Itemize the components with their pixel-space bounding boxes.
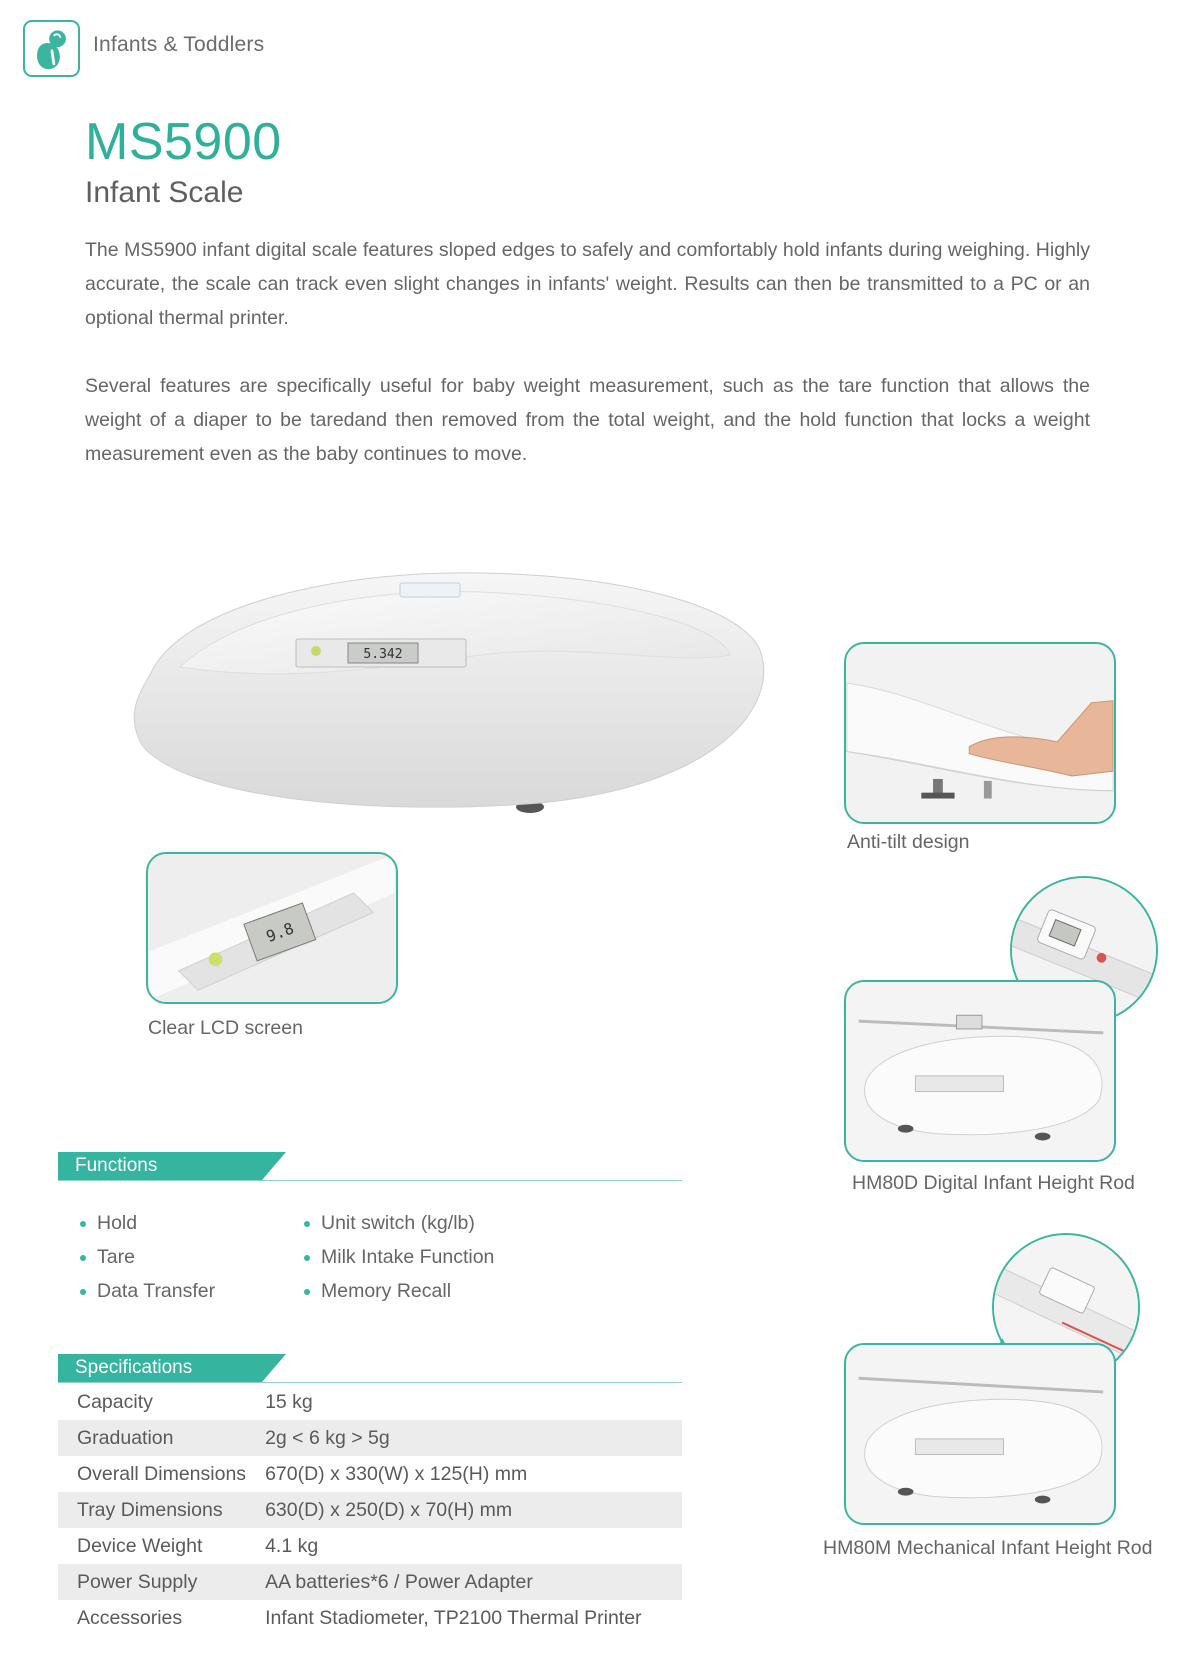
table-row [58,1420,682,1456]
spec-label: Tray Dimensions [58,1492,246,1528]
specifications-table [58,1384,682,1636]
spec-label: Accessories [77,1606,183,1629]
table-row [58,1456,682,1492]
spec-label: Power Supply [58,1564,246,1600]
spec-label: Overall Dimensions [77,1462,247,1485]
table-row [58,1564,682,1600]
spec-value: 2g < 6 kg > 5g [246,1420,682,1456]
functions-list [80,1206,215,1308]
spec-label: Device Weight [77,1534,203,1557]
spec-value: 670(D) x 330(W) x 125(H) mm [265,1462,528,1485]
feature-caption: Clear LCD screen [148,1017,303,1039]
list-item: Data Transfer [80,1274,215,1308]
list-item: Memory Recall [304,1274,494,1308]
spec-label: Graduation [58,1420,246,1456]
lcd-screen-photo [146,852,398,1004]
hm80m-photo [844,1343,1116,1525]
list-item: Milk Intake Function [304,1240,494,1274]
hm80d-photo [844,980,1116,1162]
table-row [58,1528,682,1564]
baby-icon [23,20,80,77]
feature-caption: Anti-tilt design [847,831,970,853]
functions-header [58,1152,682,1182]
spec-label: Capacity [77,1390,153,1413]
section-title: Functions [58,1152,262,1180]
infant-scale-image [120,555,790,885]
spec-value: Infant Stadiometer, TP2100 Thermal Printer [265,1606,642,1629]
product-name: Infant Scale [85,176,244,209]
spec-value: AA batteries*6 / Power Adapter [246,1564,682,1600]
functions-list [304,1206,494,1308]
spec-value: 630(D) x 250(D) x 70(H) mm [246,1492,682,1528]
description-paragraph: The MS5900 infant digital scale features sloped edges to safely and comfortably hold infants during weighing. Highly accurate, the scale can track even slight changes in infants' weight. Results can then be transmitted to a PC or an optional thermal printer. [85,239,1090,329]
table-row [58,1384,682,1420]
lcd-closeup-reading: 9.8 [263,919,297,946]
spec-value: 4.1 kg [265,1534,319,1557]
table-row [58,1600,682,1636]
main-lcd-reading: 5.342 [363,647,403,662]
category-label: Infants & Toddlers [93,33,265,56]
specifications-header [58,1354,682,1384]
spec-value: 15 kg [265,1390,313,1413]
feature-caption: HM80D Digital Infant Height Rod [852,1172,1135,1194]
section-title: Specifications [58,1354,262,1382]
table-row [58,1492,682,1528]
divider [58,1382,682,1383]
anti-tilt-photo [844,642,1116,824]
product-model: MS5900 [85,113,282,171]
divider [58,1180,682,1181]
list-item: Unit switch (kg/lb) [304,1206,494,1240]
description-paragraph: Several features are specifically useful for baby weight measurement, such as the tare function that allows the weight of a diaper to be taredand then removed from the total weight, and the hold function that locks a weight measurement even as the baby continues to move. [85,375,1090,465]
feature-caption: HM80M Mechanical Infant Height Rod [823,1537,1153,1559]
list-item: Hold [80,1206,215,1240]
list-item: Tare [80,1240,215,1274]
